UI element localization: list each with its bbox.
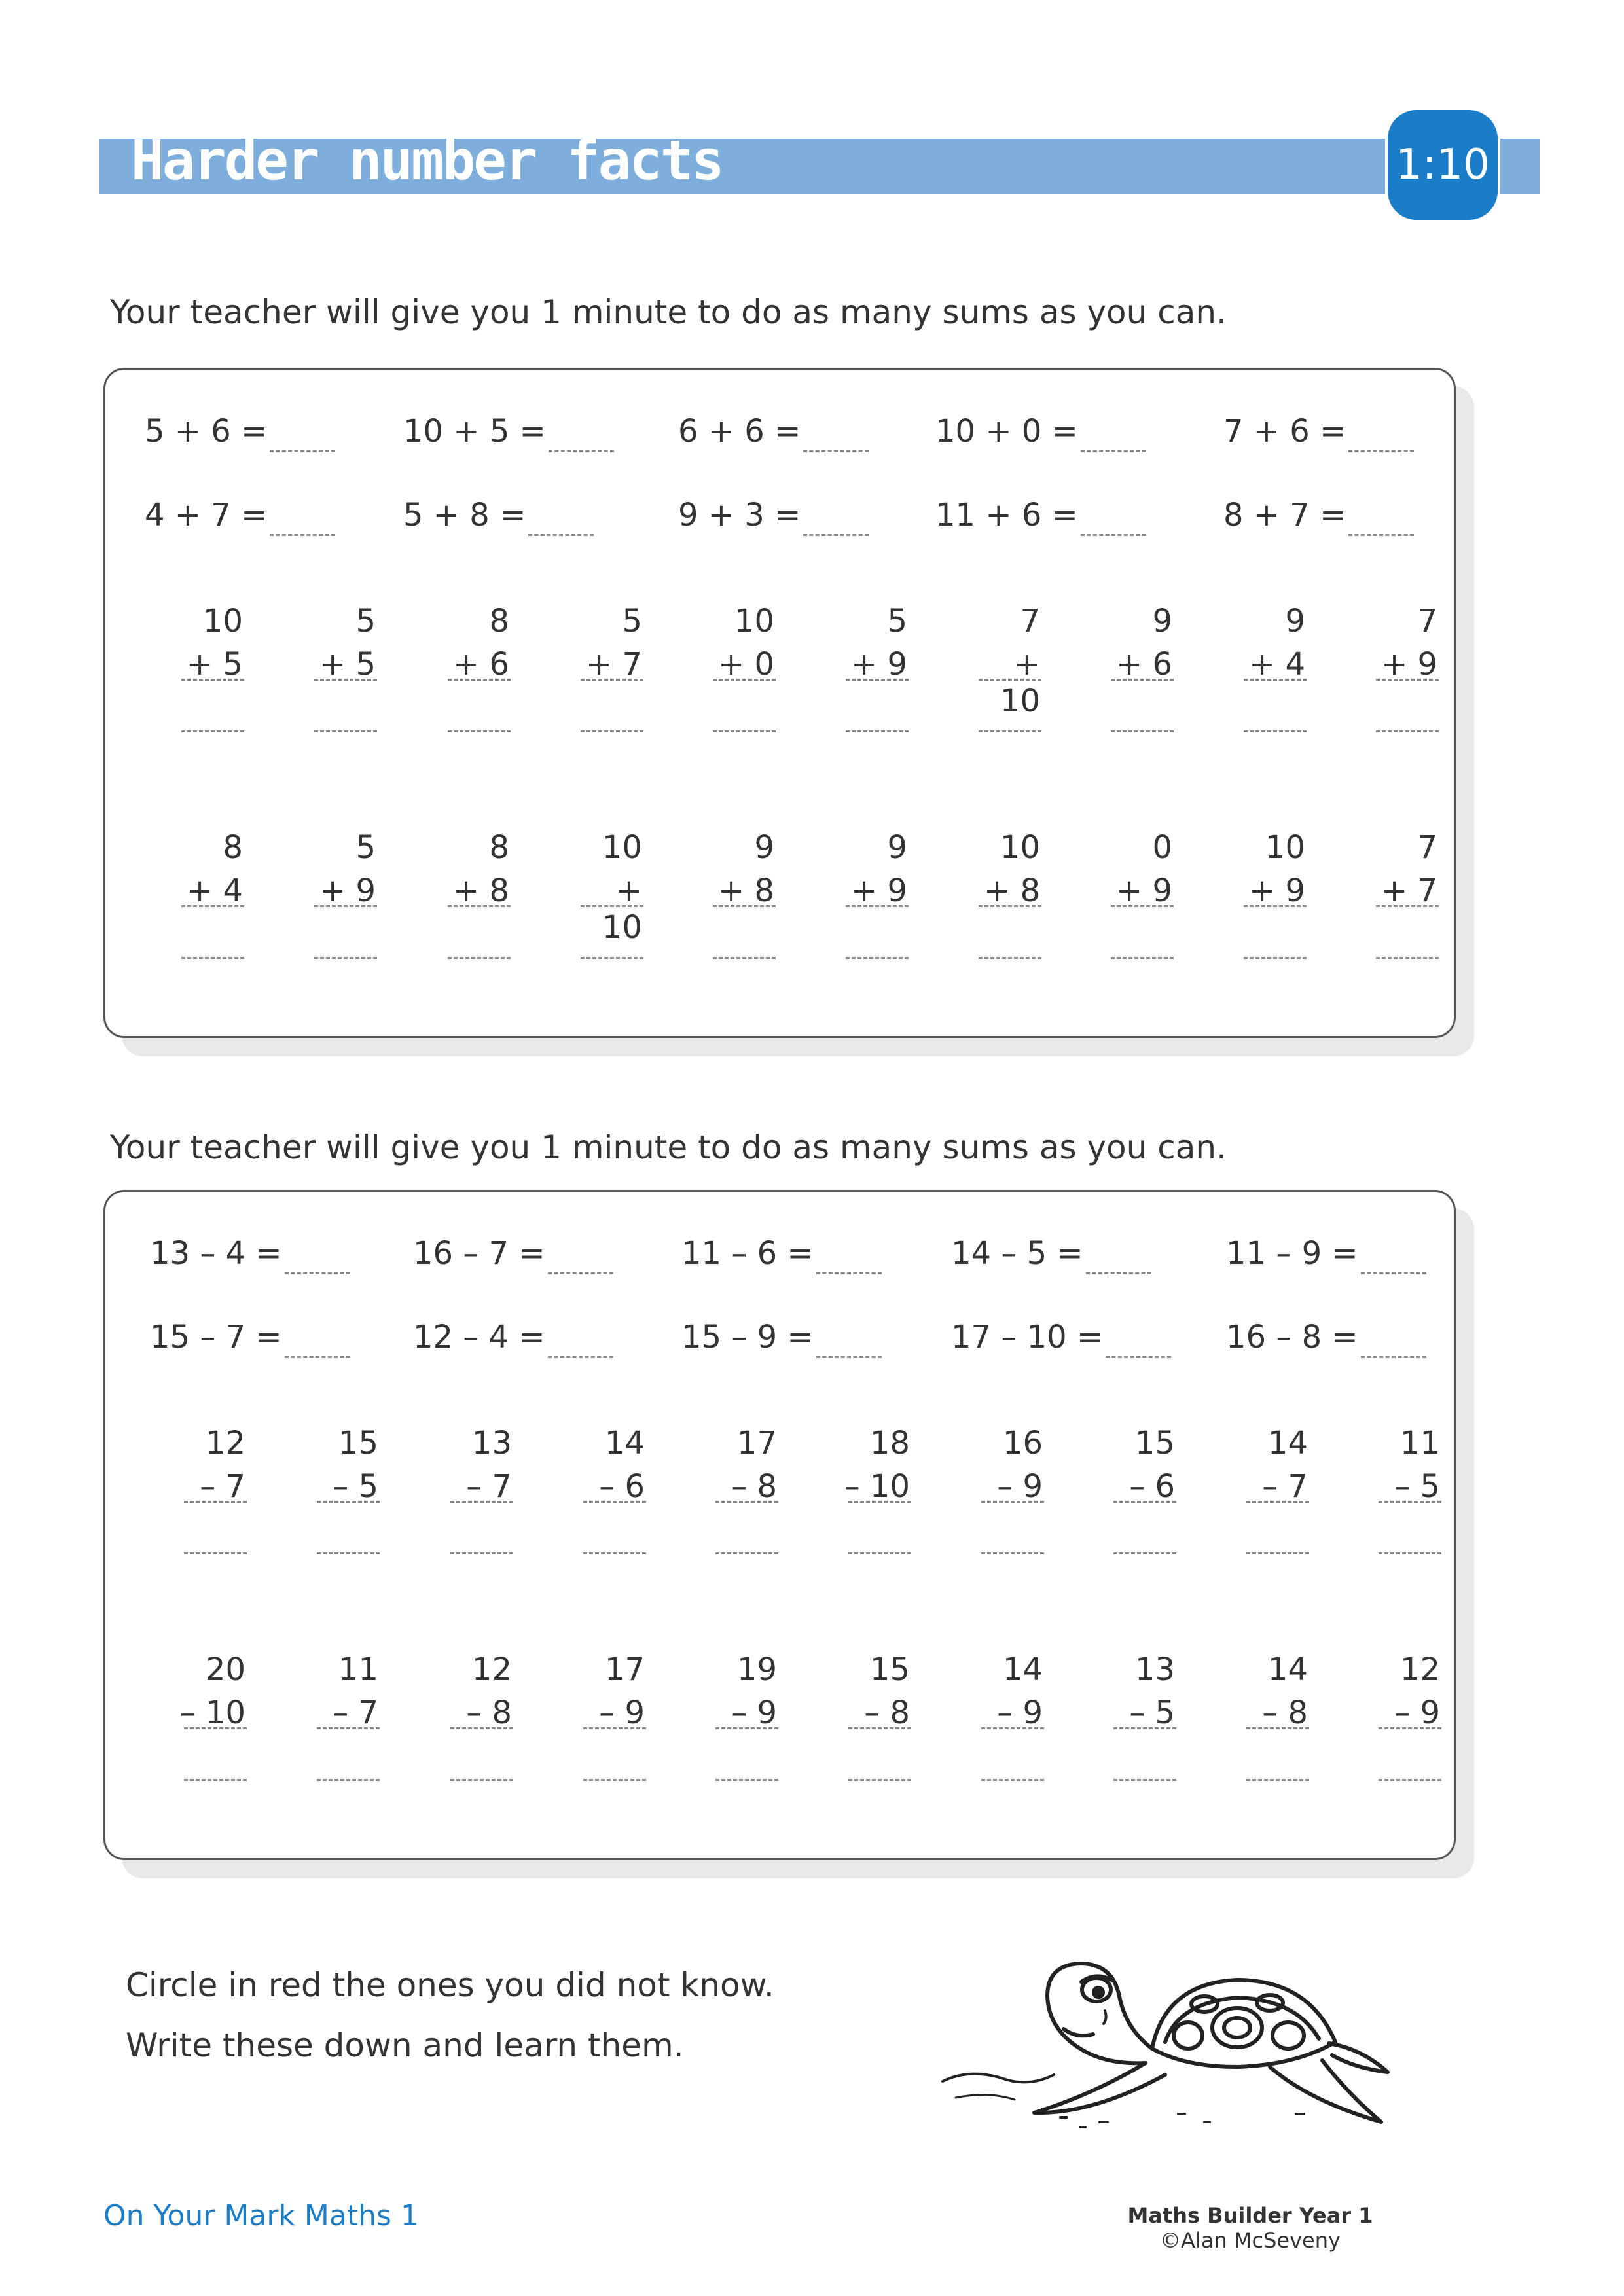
answer-line[interactable] [314,730,377,732]
footer-series-title: On Your Mark Maths 1 [103,2199,419,2233]
answer-line[interactable] [1113,1779,1176,1781]
horizontal-problem [935,413,1146,452]
problem-top-number: 9 [1152,603,1172,639]
answer-line[interactable] [1246,1552,1309,1554]
vertical-problem [702,829,774,959]
problem-operation: – 10 [179,1695,245,1731]
problem-text: 7 + 6 = [1223,413,1346,450]
problem-text: 11 + 6 = [935,497,1078,533]
answer-blank[interactable] [285,1350,350,1358]
problem-top-number: 5 [355,603,376,639]
footer-credit [1113,2203,1388,2253]
horizontal-problem [681,1319,882,1358]
problem-top-number: 8 [223,829,243,866]
vertical-problem [173,1651,245,1781]
subtraction-panel [103,1190,1456,1860]
problem-operation: + 6 [1115,646,1172,683]
vertical-problem [1236,1425,1308,1554]
answer-line[interactable] [979,730,1041,732]
horizontal-problem [145,497,335,536]
problem-top-number: 20 [205,1651,245,1688]
answer-line[interactable] [1244,957,1307,959]
answer-line[interactable] [581,730,643,732]
vertical-problem [705,1425,777,1554]
footer-book-title: Maths Builder Year 1 [1127,2203,1373,2228]
problem-operation: + 9 [319,872,376,909]
problem-text: 16 – 7 = [413,1235,545,1272]
answer-blank[interactable] [1081,444,1146,452]
problem-operation: + 8 [452,872,509,909]
answer-blank[interactable] [1361,1266,1426,1274]
horizontal-problem [413,1235,613,1274]
problem-operation: – 8 [466,1695,512,1731]
problem-operation: – 10 [844,1468,910,1505]
answer-line[interactable] [184,1552,247,1554]
problem-operation: + 7 [1380,872,1437,909]
answer-line[interactable] [181,730,244,732]
problem-operation: + 5 [319,646,376,683]
answer-line[interactable] [846,957,909,959]
answer-line[interactable] [450,1779,513,1781]
problem-top-number: 10 [734,603,774,639]
answer-blank[interactable] [816,1350,882,1358]
vertical-problem [570,603,642,732]
horizontal-problem [951,1319,1171,1358]
horizontal-problem [1223,413,1414,452]
vertical-problem [968,603,1040,732]
answer-blank[interactable] [548,1266,613,1274]
answer-line[interactable] [981,1552,1044,1554]
answer-line[interactable] [715,1552,778,1554]
answer-blank[interactable] [1348,528,1414,536]
problem-operation: – 6 [599,1468,645,1505]
problem-operation: – 5 [333,1468,378,1505]
answer-blank[interactable] [285,1266,350,1274]
problem-top-number: 5 [887,603,907,639]
problem-top-number: 7 [1417,603,1437,639]
problem-top-number: 18 [869,1425,910,1462]
problem-operation: + 6 [452,646,509,683]
answer-blank[interactable] [1106,1350,1171,1358]
answer-line[interactable] [1111,730,1174,732]
problem-operation: + 0 [717,646,774,683]
problem-text: 8 + 7 = [1223,497,1346,533]
problem-operation: – 9 [997,1695,1043,1731]
vertical-problem [1236,1651,1308,1781]
problem-top-number: 5 [355,829,376,866]
problem-top-number: 9 [1285,603,1305,639]
instruction-2: Your teacher will give you 1 minute to do as many sums as you can. [110,1128,1227,1166]
vertical-problem [838,1425,910,1554]
answer-line[interactable] [1113,1552,1176,1554]
answer-line[interactable] [317,1779,380,1781]
problem-operation: + 8 [983,872,1040,909]
problem-operation: – 9 [599,1695,645,1731]
problem-top-number: 15 [338,1425,378,1462]
vertical-problem [1368,1651,1440,1781]
vertical-problem [838,1651,910,1781]
answer-line[interactable] [1111,957,1174,959]
problem-top-number: 14 [604,1425,645,1462]
answer-line[interactable] [1379,1552,1441,1554]
answer-line[interactable] [981,1779,1044,1781]
problem-text: 9 + 3 = [678,497,801,533]
vertical-problem [1103,1651,1175,1781]
problem-operation: – 5 [1394,1468,1440,1505]
problem-text: 15 – 9 = [681,1319,814,1355]
problem-operation: + 9 [1248,872,1305,909]
problem-operation: + 10 [602,872,642,946]
problem-operation: + 9 [1380,646,1437,683]
problem-operation: + 4 [1248,646,1305,683]
problem-top-number: 10 [202,603,243,639]
problem-operation: – 9 [1394,1695,1440,1731]
problem-top-number: 12 [1399,1651,1440,1688]
problem-top-number: 10 [602,829,642,866]
vertical-problem [173,1425,245,1554]
answer-line[interactable] [1244,730,1307,732]
vertical-problem [440,1425,512,1554]
problem-operation: + 8 [717,872,774,909]
vertical-problem [1365,829,1437,959]
answer-line[interactable] [846,730,909,732]
problem-operation: – 6 [1129,1468,1175,1505]
answer-blank[interactable] [803,528,869,536]
problem-operation: – 5 [1129,1695,1175,1731]
turtle-illustration-icon [929,1950,1401,2147]
problem-text: 15 – 7 = [150,1319,282,1355]
answer-line[interactable] [1376,957,1439,959]
problem-text: 5 + 8 = [403,497,526,533]
vertical-problem [835,829,907,959]
problem-operation: – 8 [1262,1695,1308,1731]
problem-top-number: 10 [1265,829,1305,866]
answer-blank[interactable] [816,1266,882,1274]
horizontal-problem [413,1319,613,1358]
problem-top-number: 17 [604,1651,645,1688]
answer-line[interactable] [583,1552,646,1554]
horizontal-problem [403,413,614,452]
vertical-problem [1365,603,1437,732]
vertical-problem [968,829,1040,959]
horizontal-problem [403,497,594,536]
answer-blank[interactable] [549,444,614,452]
problem-text: 14 – 5 = [951,1235,1083,1272]
vertical-problem [306,1425,378,1554]
problem-operation: – 8 [731,1468,777,1505]
vertical-problem [573,1651,645,1781]
problem-operation: + 9 [850,646,907,683]
vertical-problem [573,1425,645,1554]
answer-blank[interactable] [803,444,869,452]
vertical-problem [437,829,509,959]
problem-operation: – 7 [200,1468,245,1505]
problem-operation: + 7 [585,646,642,683]
problem-text: 5 + 6 = [145,413,268,450]
problem-operation: – 8 [864,1695,910,1731]
horizontal-problem [935,497,1146,536]
problem-top-number: 14 [1002,1651,1043,1688]
horizontal-problem [1223,497,1414,536]
horizontal-problem [145,413,335,452]
closing-line-2: Write these down and learn them. [126,2026,684,2064]
answer-line[interactable] [848,1779,911,1781]
problem-top-number: 8 [489,603,509,639]
problem-top-number: 10 [1000,829,1040,866]
answer-line[interactable] [317,1552,380,1554]
problem-operation: + 4 [186,872,243,909]
answer-blank[interactable] [548,1350,613,1358]
vertical-problem [304,829,376,959]
answer-line[interactable] [581,957,643,959]
page-title: Harder number facts [131,128,723,192]
problem-top-number: 16 [1002,1425,1043,1462]
answer-line[interactable] [448,730,511,732]
answer-line[interactable] [1246,1779,1309,1781]
vertical-problem [1368,1425,1440,1554]
problem-operation: + 5 [186,646,243,683]
answer-line[interactable] [314,957,377,959]
horizontal-problem [951,1235,1151,1274]
answer-blank[interactable] [1086,1266,1151,1274]
answer-blank[interactable] [270,444,335,452]
problem-text: 4 + 7 = [145,497,268,533]
vertical-problem [1233,829,1305,959]
problem-text: 10 + 0 = [935,413,1078,450]
vertical-problem [304,603,376,732]
answer-line[interactable] [181,957,244,959]
problem-operation: – 7 [466,1468,512,1505]
answer-line[interactable] [448,957,511,959]
problem-top-number: 15 [869,1651,910,1688]
horizontal-problem [150,1319,350,1358]
problem-top-number: 9 [754,829,774,866]
vertical-problem [1100,603,1172,732]
problem-top-number: 13 [1134,1651,1175,1688]
problem-text: 11 – 9 = [1226,1235,1358,1272]
answer-line[interactable] [450,1552,513,1554]
vertical-problem [440,1651,512,1781]
problem-top-number: 14 [1267,1651,1308,1688]
horizontal-problem [678,497,869,536]
problem-top-number: 0 [1152,829,1172,866]
problem-text: 17 – 10 = [951,1319,1104,1355]
vertical-problem [702,603,774,732]
vertical-problem [971,1425,1043,1554]
answer-blank[interactable] [270,528,335,536]
problem-text: 16 – 8 = [1226,1319,1358,1355]
horizontal-problem [150,1235,350,1274]
problem-top-number: 5 [622,603,642,639]
vertical-problem [1100,829,1172,959]
answer-blank[interactable] [1361,1350,1426,1358]
problem-top-number: 17 [736,1425,777,1462]
answer-blank[interactable] [1348,444,1414,452]
addition-panel [103,368,1456,1038]
vertical-problem [1233,603,1305,732]
answer-line[interactable] [713,957,776,959]
horizontal-problem [678,413,869,452]
answer-line[interactable] [583,1779,646,1781]
problem-top-number: 19 [736,1651,777,1688]
problem-top-number: 8 [489,829,509,866]
problem-text: 6 + 6 = [678,413,801,450]
problem-text: 10 + 5 = [403,413,546,450]
problem-operation: – 7 [333,1695,378,1731]
problem-top-number: 11 [1399,1425,1440,1462]
vertical-problem [971,1651,1043,1781]
problem-top-number: 7 [1020,603,1040,639]
problem-operation: – 9 [731,1695,777,1731]
answer-line[interactable] [184,1779,247,1781]
page-badge: 1:10 [1385,107,1500,223]
problem-top-number: 7 [1417,829,1437,866]
answer-blank[interactable] [1081,528,1146,536]
problem-operation: – 7 [1262,1468,1308,1505]
answer-line[interactable] [715,1779,778,1781]
answer-line[interactable] [979,957,1041,959]
problem-top-number: 11 [338,1651,378,1688]
vertical-problem [437,603,509,732]
problem-operation: – 9 [997,1468,1043,1505]
problem-text: 12 – 4 = [413,1319,545,1355]
problem-top-number: 12 [205,1425,245,1462]
vertical-problem [171,603,243,732]
vertical-problem [570,829,642,959]
problem-operation: + 9 [850,872,907,909]
answer-line[interactable] [1379,1779,1441,1781]
answer-blank[interactable] [528,528,594,536]
vertical-problem [835,603,907,732]
horizontal-problem [681,1235,882,1274]
problem-top-number: 9 [887,829,907,866]
horizontal-problem [1226,1235,1426,1274]
problem-top-number: 14 [1267,1425,1308,1462]
problem-text: 11 – 6 = [681,1235,814,1272]
problem-top-number: 13 [471,1425,512,1462]
vertical-problem [306,1651,378,1781]
problem-top-number: 12 [471,1651,512,1688]
problem-text: 13 – 4 = [150,1235,282,1272]
vertical-problem [705,1651,777,1781]
footer-copyright: ©Alan McSeveny [1160,2228,1341,2253]
problem-operation: + 10 [1000,646,1040,719]
answer-line[interactable] [713,730,776,732]
vertical-problem [1103,1425,1175,1554]
problem-operation: + 9 [1115,872,1172,909]
answer-line[interactable] [1376,730,1439,732]
closing-line-1: Circle in red the ones you did not know. [126,1966,774,2004]
instruction-1: Your teacher will give you 1 minute to do as many sums as you can. [110,293,1227,331]
answer-line[interactable] [848,1552,911,1554]
horizontal-problem [1226,1319,1426,1358]
problem-top-number: 15 [1134,1425,1175,1462]
vertical-problem [171,829,243,959]
